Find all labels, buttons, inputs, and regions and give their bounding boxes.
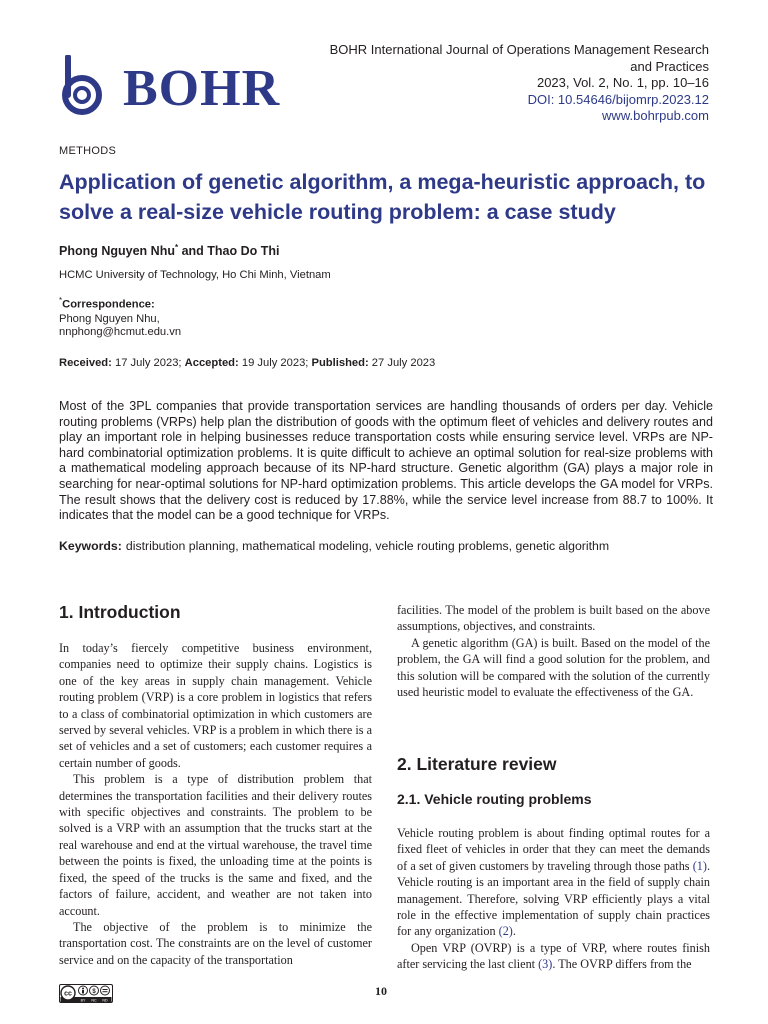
keywords-label: Keywords: [59,539,122,553]
journal-logo-text: BOHR [123,60,281,117]
doi-link[interactable]: DOI: 10.54646/bijomrp.2023.12 [527,91,709,107]
literature-review-body [397,825,710,973]
authors [59,243,279,258]
introduction-heading: 1. Introduction [59,602,181,622]
lit-p1-text-b: . Vehicle routing is an important area in the field of supply chain management. Therefore, solving VRP efficiently plays a vital role in the effective implementation of supply chain practices for any organization [397,858,710,939]
keywords [59,539,609,553]
lit-paragraph-1 [397,825,710,940]
section-type: METHODS [59,145,117,157]
intro-paragraph-3-continued: facilities. The model of the problem is built based on the above assumptions, objectives, and constraints. [397,603,710,634]
intro-paragraph-4: A genetic algorithm (GA) is built. Based on the model of the problem, the GA will find a good solution for the problem, and this solution will be compared with the solution of the currently used heuristic model to evaluate the effectiveness of the GA. [397,635,710,700]
accepted-label: Accepted: [184,357,239,369]
cc-label: cc [64,990,72,998]
received-label: Received: [59,357,112,369]
literature-review-heading: 2. Literature review [397,754,557,774]
article-title: Application of genetic algorithm, a mega-heuristic approach, to solve a real-size vehicle routing problem: a case study [59,170,706,224]
author-1: Phong Nguyen Nhu [59,244,175,259]
correspondence-label: Correspondence: [62,298,155,311]
lit-p1-text-a: Vehicle routing problem is about finding optimal routes for a fixed fleet of vehicles in order that they can meet the demands of a set of given customers by traveling through those paths [397,826,710,873]
lit-paragraph-2 [397,940,710,973]
correspondence-name: Phong Nguyen Nhu, [59,312,160,325]
intro-paragraph-3: The objective of the problem is to minimize the transportation cost. The constraints are on the level of customer service and on the capacity of the transportation [59,919,372,967]
publication-dates [59,357,435,369]
journal-info [279,42,709,125]
intro-paragraph-2: This problem is a type of distribution problem that determines the transportation facilities and their delivery routes with specific objectives and constraints. The problem to be solved is a VRP with an assumption that the trucks start at the real warehouse and end at the virtual warehouse, the travel time between the points is fixed, the unloading time at the points is fixed, the speed of the trucks is the same and fixed, and the factors of failure, accident, and weather are not taken into account. [59,772,372,918]
journal-name-line2: and Practices [630,58,709,74]
journal-volume: 2023, Vol. 2, No. 1, pp. 10–16 [536,75,709,91]
vrp-subheading: 2.1. Vehicle routing problems [397,791,592,807]
svg-text:$: $ [92,988,96,995]
by-label: BY [80,998,86,1003]
nc-label: NC [91,998,97,1003]
received-date: 17 July 2023; [111,357,185,369]
abstract: Most of the 3PL companies that provide transportation services are handling thousands of orders per day. Vehicle routing problems (VRPs) help plan the distribution of goods with the optimum fleet of vehicles and delivery routes and play an important role in helping businesses reduce transportation costs while ensuring service level. VRPs are NP-hard combinatorial optimization problems. It is quite difficult to achieve an optimal solution for real-size problems with a mathematical modeling approach because of its NP-hard structure. Genetic algorithm (GA) plays a major role in searching for near-optimal solutions for NP-hard optimization problems. This article develops the GA model for VRPs. The result shows that the delivery cost is reduced by 17.88%, while the service level increase from 88.7 to 100%. It indicates that the model can be a good technique for VRPs. [59,399,713,523]
introduction-body-continued [397,602,710,700]
citation-3-link[interactable]: (3) [538,957,553,972]
correspondence [59,294,181,340]
accepted-date: 19 July 2023; [238,357,312,369]
intro-paragraph-1: In today’s fiercely competitive business environment, companies need to optimize their supply chains. Logistics is one of the key areas in supply chain management. Vehicle routing problem (VRP) is a core problem in logistics that refers to a class of combinatorial optimization in which customers are served by several vehicles. VRP is a problem in which there is a set of vehicles and a set of customers; each customer requires a certain number of goods. [59,641,372,770]
nd-label: ND [102,998,108,1003]
author-2: and Thao Do Thi [178,244,280,259]
lit-p1-text-c: . [512,924,516,939]
published-label: Published: [311,357,369,369]
introduction-body [59,640,372,968]
cc-by-nc-nd-icon[interactable] [59,984,113,1003]
lit-p2-text-b: . The OVRP differs from the [552,957,692,972]
website-link[interactable]: www.bohrpub.com [602,108,709,124]
lit-p2-text-a: Open VRP (OVRP) is a type of VRP, where routes finish after servicing the last client [397,940,710,972]
correspondence-email[interactable]: nnphong@hcmut.edu.vn [59,326,182,339]
corresponding-mark: * [174,243,179,252]
keywords-text: distribution planning, mathematical modeling, vehicle routing problems, genetic algorithm [125,539,610,553]
citation-2-link[interactable]: (2) [498,924,513,939]
page-number: 10 [375,984,387,998]
journal-name-line1: BOHR International Journal of Operations Management Research [329,42,709,57]
published-date: 27 July 2023 [368,357,436,369]
citation-1-link[interactable]: (1) [692,858,707,873]
affiliation: HCMC University of Technology, Ho Chi Minh, Vietnam [59,269,331,281]
correspondence-mark: * [59,296,63,305]
